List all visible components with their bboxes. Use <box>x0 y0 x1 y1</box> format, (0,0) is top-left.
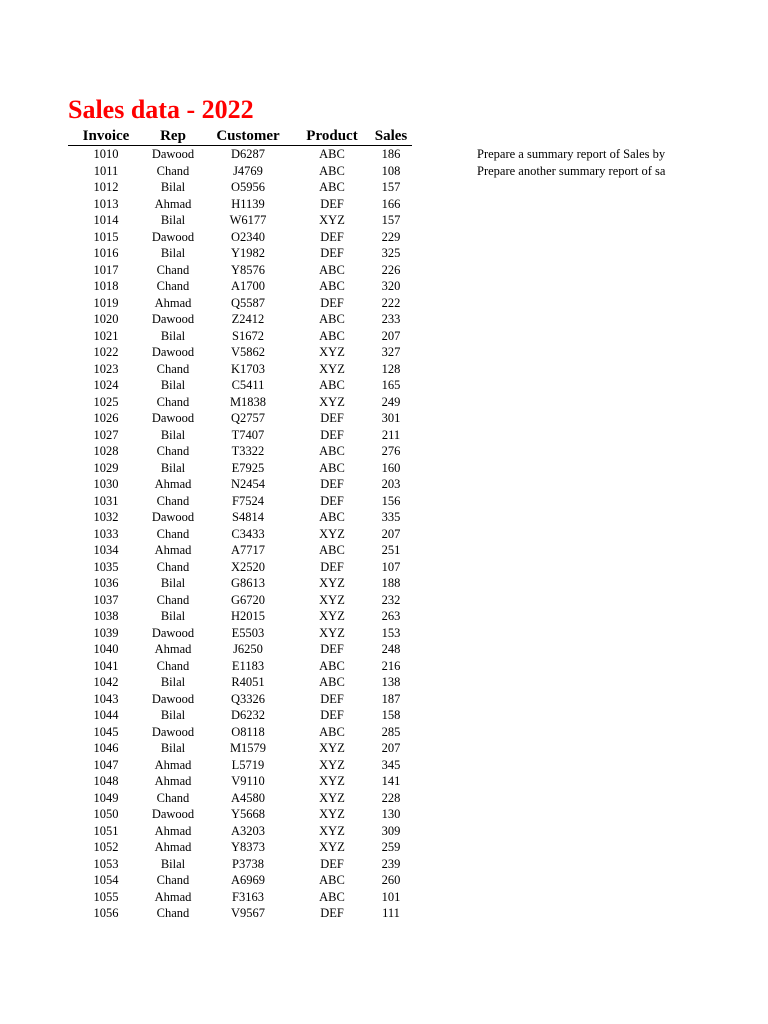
cell-rep[interactable]: Bilal <box>160 856 186 871</box>
cell-customer[interactable]: V5862 <box>230 345 266 359</box>
table-row <box>68 641 412 658</box>
cell-invoice[interactable]: 1032 <box>93 510 119 524</box>
cell-customer[interactable]: S1672 <box>232 328 264 343</box>
table-row <box>68 608 412 625</box>
table-row <box>68 427 412 444</box>
cell-customer[interactable]: E5503 <box>231 625 265 640</box>
cell-rep[interactable]: Chand <box>156 790 190 805</box>
cell-product[interactable]: ABC <box>319 328 345 343</box>
cell-customer[interactable]: J4769 <box>233 163 263 178</box>
cell-customer[interactable]: K1703 <box>230 361 266 376</box>
cell-sales[interactable]: 128 <box>381 361 401 376</box>
cell-invoice[interactable]: 1024 <box>93 378 119 392</box>
cell-rep[interactable]: Chand <box>156 873 190 887</box>
cell-invoice[interactable]: 1019 <box>93 295 119 310</box>
cell-sales[interactable]: 138 <box>381 675 401 689</box>
cell-customer[interactable]: F3163 <box>232 889 264 904</box>
cell-product[interactable]: XYZ <box>319 213 345 227</box>
table-row <box>68 245 412 262</box>
cell-product[interactable]: XYZ <box>319 840 345 854</box>
cell-product[interactable]: ABC <box>319 147 345 161</box>
cell-product[interactable]: DEF <box>320 477 344 491</box>
cell-sales[interactable]: 263 <box>381 609 401 623</box>
table-row <box>68 179 412 196</box>
cell-customer[interactable]: X2520 <box>230 559 266 574</box>
table-row <box>68 872 412 889</box>
cell-product[interactable]: ABC <box>319 378 345 392</box>
cell-product[interactable]: XYZ <box>319 774 345 788</box>
cell-rep[interactable]: Bilal <box>160 328 186 343</box>
cell-rep[interactable]: Ahmad <box>154 477 192 491</box>
cell-sales[interactable]: 188 <box>381 576 401 590</box>
cell-product[interactable]: ABC <box>319 658 345 673</box>
cell-product[interactable]: DEF <box>320 196 344 211</box>
cell-customer[interactable]: S4814 <box>232 510 264 524</box>
cell-rep[interactable]: Chand <box>156 361 190 376</box>
cell-invoice[interactable]: 1050 <box>93 807 119 821</box>
cell-rep[interactable]: Chand <box>156 906 190 920</box>
table-row <box>68 806 412 823</box>
cell-customer[interactable]: W6177 <box>229 213 267 227</box>
cell-customer[interactable]: R4051 <box>231 675 265 689</box>
cell-customer[interactable]: G6720 <box>230 592 266 607</box>
cell-invoice[interactable]: 1049 <box>93 790 119 805</box>
cell-customer[interactable]: F7524 <box>232 493 264 508</box>
cell-sales[interactable]: 130 <box>381 807 401 821</box>
cell-product[interactable]: XYZ <box>319 790 345 805</box>
cell-product[interactable]: ABC <box>319 444 345 458</box>
cell-rep[interactable]: Dawood <box>151 229 195 244</box>
cell-rep[interactable]: Chand <box>156 444 190 458</box>
cell-rep[interactable]: Ahmad <box>154 196 192 211</box>
table-row <box>68 856 412 873</box>
cell-product[interactable]: DEF <box>320 856 344 871</box>
cell-product[interactable]: ABC <box>319 873 345 887</box>
cell-product[interactable]: XYZ <box>319 757 345 772</box>
table-row <box>68 443 412 460</box>
cell-sales[interactable]: 226 <box>381 262 401 277</box>
table-row <box>68 823 412 840</box>
cell-rep[interactable]: Bilal <box>160 378 186 392</box>
cell-invoice[interactable]: 1027 <box>93 427 119 442</box>
cell-customer[interactable]: O2340 <box>230 229 266 244</box>
table-row <box>68 625 412 642</box>
cell-product[interactable]: XYZ <box>319 592 345 607</box>
cell-sales[interactable]: 186 <box>381 147 401 161</box>
cell-sales[interactable]: 309 <box>381 823 401 838</box>
table-row <box>68 889 412 906</box>
cell-invoice[interactable]: 1037 <box>93 592 119 607</box>
cell-customer[interactable]: C3433 <box>231 526 265 541</box>
cell-product[interactable]: XYZ <box>319 361 345 376</box>
cell-rep[interactable]: Chand <box>156 493 190 508</box>
cell-rep[interactable]: Dawood <box>151 807 195 821</box>
table-row <box>68 278 412 295</box>
cell-invoice[interactable]: 1018 <box>93 279 119 293</box>
cell-product[interactable]: ABC <box>319 543 345 557</box>
cell-product[interactable]: ABC <box>319 279 345 293</box>
cell-product[interactable]: DEF <box>320 493 344 508</box>
cell-invoice[interactable]: 1021 <box>93 328 119 343</box>
table-row <box>68 295 412 312</box>
cell-sales[interactable]: 158 <box>381 708 401 722</box>
cell-customer[interactable]: O8118 <box>231 724 265 739</box>
cell-product[interactable]: XYZ <box>319 807 345 821</box>
cell-invoice[interactable]: 1054 <box>93 873 119 887</box>
cell-customer[interactable]: N2454 <box>230 477 266 491</box>
cell-sales[interactable]: 160 <box>381 460 401 475</box>
cell-product[interactable]: ABC <box>319 510 345 524</box>
sheet-title: Sales data - 2022 <box>68 95 254 124</box>
cell-rep[interactable]: Ahmad <box>154 774 192 788</box>
cell-sales[interactable]: 249 <box>381 394 401 409</box>
cell-rep[interactable]: Dawood <box>151 625 195 640</box>
cell-invoice[interactable]: 1045 <box>93 724 119 739</box>
cell-invoice[interactable]: 1020 <box>93 312 119 326</box>
table-row <box>68 361 412 378</box>
cell-customer[interactable]: A1700 <box>230 279 266 293</box>
cell-sales[interactable]: 187 <box>381 691 401 706</box>
cell-rep[interactable]: Bilal <box>160 427 186 442</box>
cell-sales[interactable]: 211 <box>381 427 401 442</box>
cell-customer[interactable]: O5956 <box>230 180 266 194</box>
table-row <box>68 658 412 675</box>
cell-rep[interactable]: Dawood <box>151 510 195 524</box>
cell-customer[interactable]: P3738 <box>232 856 264 871</box>
cell-invoice[interactable]: 1035 <box>93 559 119 574</box>
table-row <box>68 707 412 724</box>
cell-rep[interactable]: Bilal <box>160 708 186 722</box>
cell-customer[interactable]: H2015 <box>230 609 266 623</box>
cell-sales[interactable]: 285 <box>381 724 401 739</box>
cell-invoice[interactable]: 1015 <box>93 229 119 244</box>
cell-invoice[interactable]: 1038 <box>93 609 119 623</box>
cell-rep[interactable]: Dawood <box>151 312 195 326</box>
cell-customer[interactable]: C5411 <box>231 378 265 392</box>
table-body <box>68 146 412 922</box>
cell-product[interactable]: DEF <box>320 642 344 656</box>
cell-customer[interactable]: T7407 <box>231 427 265 442</box>
header-rep[interactable]: Rep <box>160 128 186 144</box>
cell-product[interactable]: ABC <box>319 675 345 689</box>
cell-sales[interactable]: 229 <box>381 229 401 244</box>
cell-invoice[interactable]: 1011 <box>93 163 119 178</box>
cell-invoice[interactable]: 1046 <box>93 741 119 755</box>
cell-rep[interactable]: Chand <box>156 163 190 178</box>
cell-rep[interactable]: Chand <box>156 394 190 409</box>
cell-sales[interactable]: 207 <box>381 526 401 541</box>
cell-sales[interactable]: 325 <box>381 246 401 260</box>
cell-product[interactable]: XYZ <box>319 741 345 755</box>
cell-customer[interactable]: A7717 <box>230 543 266 557</box>
table-row <box>68 592 412 609</box>
cell-invoice[interactable]: 1042 <box>93 675 119 689</box>
cell-invoice[interactable]: 1033 <box>93 526 119 541</box>
cell-invoice[interactable]: 1030 <box>93 477 119 491</box>
cell-customer[interactable]: Z2412 <box>231 312 265 326</box>
table-row <box>68 724 412 741</box>
cell-product[interactable]: ABC <box>319 163 345 178</box>
cell-invoice[interactable]: 1012 <box>93 180 119 194</box>
cell-customer[interactable]: V9567 <box>230 906 266 920</box>
cell-product[interactable]: DEF <box>320 691 344 706</box>
cell-invoice[interactable]: 1022 <box>93 345 119 359</box>
table-row <box>68 410 412 427</box>
cell-rep[interactable]: Chand <box>156 592 190 607</box>
cell-customer[interactable]: M1838 <box>229 394 267 409</box>
cell-customer[interactable]: V9110 <box>231 774 265 788</box>
cell-rep[interactable]: Chand <box>156 526 190 541</box>
cell-invoice[interactable]: 1026 <box>93 411 119 425</box>
cell-sales[interactable]: 166 <box>381 196 401 211</box>
cell-invoice[interactable]: 1047 <box>93 757 119 772</box>
table-row <box>68 460 412 477</box>
cell-product[interactable]: XYZ <box>319 345 345 359</box>
table-row <box>68 905 412 922</box>
table-row <box>68 146 412 163</box>
cell-product[interactable]: DEF <box>320 295 344 310</box>
cell-product[interactable]: DEF <box>320 246 344 260</box>
cell-sales[interactable]: 248 <box>381 642 401 656</box>
table-row <box>68 691 412 708</box>
cell-sales[interactable]: 251 <box>381 543 401 557</box>
cell-product[interactable]: XYZ <box>319 394 345 409</box>
cell-invoice[interactable]: 1043 <box>93 691 119 706</box>
cell-sales[interactable]: 107 <box>381 559 401 574</box>
cell-customer[interactable]: Q5587 <box>230 295 266 310</box>
cell-customer[interactable]: Y1982 <box>230 246 266 260</box>
table-row <box>68 328 412 345</box>
table-row <box>68 575 412 592</box>
cell-rep[interactable]: Bilal <box>160 460 186 475</box>
cell-customer[interactable]: M1579 <box>229 741 267 755</box>
cell-sales[interactable]: 335 <box>381 510 401 524</box>
cell-rep[interactable]: Ahmad <box>154 823 192 838</box>
cell-rep[interactable]: Bilal <box>160 180 186 194</box>
cell-sales[interactable]: 259 <box>381 840 401 854</box>
table-row <box>68 377 412 394</box>
cell-sales[interactable]: 239 <box>381 856 401 871</box>
cell-customer[interactable]: D6287 <box>230 147 266 161</box>
cell-invoice[interactable]: 1048 <box>93 774 119 788</box>
cell-invoice[interactable]: 1034 <box>93 543 119 557</box>
cell-sales[interactable]: 157 <box>381 213 401 227</box>
cell-rep[interactable]: Ahmad <box>154 757 192 772</box>
cell-product[interactable]: DEF <box>320 427 344 442</box>
cell-invoice[interactable]: 1052 <box>93 840 119 854</box>
cell-sales[interactable]: 108 <box>381 163 401 178</box>
table-row <box>68 509 412 526</box>
cell-product[interactable]: ABC <box>319 724 345 739</box>
cell-rep[interactable]: Bilal <box>160 741 186 755</box>
table-row <box>68 773 412 790</box>
table-row <box>68 262 412 279</box>
cell-product[interactable]: ABC <box>319 460 345 475</box>
table-row <box>68 526 412 543</box>
cell-customer[interactable]: A3203 <box>230 823 266 838</box>
cell-rep[interactable]: Ahmad <box>154 642 192 656</box>
cell-customer[interactable]: D6232 <box>230 708 266 722</box>
header-customer[interactable]: Customer <box>216 128 280 144</box>
cell-product[interactable]: XYZ <box>319 625 345 640</box>
cell-invoice[interactable]: 1056 <box>93 906 119 920</box>
cell-product[interactable]: ABC <box>319 262 345 277</box>
cell-rep[interactable]: Dawood <box>151 345 195 359</box>
table-row <box>68 839 412 856</box>
header-product[interactable]: Product <box>306 128 358 144</box>
cell-invoice[interactable]: 1017 <box>93 262 119 277</box>
cell-rep[interactable]: Bilal <box>160 246 186 260</box>
cell-customer[interactable]: A6969 <box>230 873 266 887</box>
cell-customer[interactable]: Y8373 <box>230 840 266 854</box>
cell-product[interactable]: DEF <box>320 906 344 920</box>
cell-customer[interactable]: Q3326 <box>230 691 266 706</box>
cell-sales[interactable]: 156 <box>381 493 401 508</box>
cell-rep[interactable]: Chand <box>156 262 190 277</box>
cell-rep[interactable]: Ahmad <box>154 543 192 557</box>
table-row <box>68 344 412 361</box>
cell-product[interactable]: DEF <box>320 708 344 722</box>
cell-sales[interactable]: 233 <box>381 312 401 326</box>
cell-sales[interactable]: 228 <box>381 790 401 805</box>
table-row <box>68 394 412 411</box>
cell-sales[interactable]: 301 <box>381 411 401 425</box>
cell-invoice[interactable]: 1041 <box>93 658 119 673</box>
cell-product[interactable]: XYZ <box>319 526 345 541</box>
cell-customer[interactable]: E1183 <box>231 658 265 673</box>
header-sales[interactable]: Sales <box>374 128 408 144</box>
table-row <box>68 559 412 576</box>
cell-customer[interactable]: L5719 <box>231 757 265 772</box>
cell-invoice[interactable]: 1053 <box>93 856 119 871</box>
table-row <box>68 542 412 559</box>
cell-sales[interactable]: 276 <box>381 444 401 458</box>
cell-sales[interactable]: 203 <box>381 477 401 491</box>
cell-rep[interactable]: Bilal <box>160 213 186 227</box>
cell-product[interactable]: ABC <box>319 889 345 904</box>
cell-rep[interactable]: Dawood <box>151 724 195 739</box>
cell-sales[interactable]: 260 <box>381 873 401 887</box>
cell-rep[interactable]: Ahmad <box>154 295 192 310</box>
cell-sales[interactable]: 141 <box>381 774 401 788</box>
table-row <box>68 196 412 213</box>
cell-rep[interactable]: Ahmad <box>154 840 192 854</box>
cell-sales[interactable]: 232 <box>381 592 401 607</box>
cell-rep[interactable]: Dawood <box>151 147 195 161</box>
cell-invoice[interactable]: 1029 <box>93 460 119 475</box>
cell-invoice[interactable]: 1025 <box>93 394 119 409</box>
cell-rep[interactable]: Dawood <box>151 411 195 425</box>
cell-customer[interactable]: E7925 <box>231 460 265 475</box>
cell-invoice[interactable]: 1016 <box>93 246 119 260</box>
cell-rep[interactable]: Dawood <box>151 691 195 706</box>
cell-sales[interactable]: 111 <box>382 906 400 920</box>
cell-customer[interactable]: T3322 <box>231 444 265 458</box>
cell-invoice[interactable]: 1013 <box>93 196 119 211</box>
cell-product[interactable]: DEF <box>320 559 344 574</box>
table-row <box>68 476 412 493</box>
cell-sales[interactable]: 207 <box>381 741 401 755</box>
cell-sales[interactable]: 345 <box>381 757 401 772</box>
cell-sales[interactable]: 222 <box>381 295 401 310</box>
cell-sales[interactable]: 165 <box>381 378 401 392</box>
note-another-summary[interactable]: Prepare another summary report of sa <box>477 163 666 178</box>
sales-table <box>68 128 412 922</box>
cell-product[interactable]: DEF <box>320 411 344 425</box>
note-summary-by[interactable]: Prepare a summary report of Sales by <box>477 147 666 161</box>
table-row <box>68 674 412 691</box>
cell-customer[interactable]: Q2757 <box>230 411 266 425</box>
cell-product[interactable]: XYZ <box>319 609 345 623</box>
cell-invoice[interactable]: 1031 <box>93 493 119 508</box>
cell-sales[interactable]: 327 <box>381 345 401 359</box>
table-row <box>68 493 412 510</box>
cell-rep[interactable]: Chand <box>156 658 190 673</box>
cell-invoice[interactable]: 1051 <box>93 823 119 838</box>
header-invoice[interactable]: Invoice <box>82 128 130 144</box>
cell-customer[interactable]: G8613 <box>230 576 266 590</box>
cell-product[interactable]: ABC <box>319 180 345 194</box>
cell-rep[interactable]: Bilal <box>160 675 186 689</box>
cell-invoice[interactable]: 1044 <box>93 708 119 722</box>
cell-sales[interactable]: 207 <box>381 328 401 343</box>
cell-product[interactable]: XYZ <box>319 576 345 590</box>
cell-rep[interactable]: Bilal <box>160 609 186 623</box>
cell-product[interactable]: XYZ <box>319 823 345 838</box>
cell-customer[interactable]: A4580 <box>230 790 266 805</box>
cell-customer[interactable]: J6250 <box>233 642 263 656</box>
table-header <box>68 128 412 146</box>
cell-invoice[interactable]: 1028 <box>93 444 119 458</box>
table-row <box>68 212 412 229</box>
cell-sales[interactable]: 320 <box>381 279 401 293</box>
cell-invoice[interactable]: 1040 <box>93 642 119 656</box>
cell-rep[interactable]: Ahmad <box>154 889 192 904</box>
table-row <box>68 163 412 180</box>
cell-sales[interactable]: 157 <box>381 180 401 194</box>
cell-invoice[interactable]: 1014 <box>93 213 119 227</box>
cell-customer[interactable]: Y5668 <box>230 807 266 821</box>
cell-invoice[interactable]: 1055 <box>93 889 119 904</box>
cell-rep[interactable]: Chand <box>156 279 190 293</box>
cell-sales[interactable]: 101 <box>381 889 401 904</box>
cell-invoice[interactable]: 1036 <box>93 576 119 590</box>
cell-sales[interactable]: 153 <box>381 625 401 640</box>
cell-rep[interactable]: Bilal <box>160 576 186 590</box>
table-row <box>68 229 412 246</box>
cell-customer[interactable]: H1139 <box>231 196 265 211</box>
cell-rep[interactable]: Chand <box>156 559 190 574</box>
cell-invoice[interactable]: 1010 <box>93 147 119 161</box>
table-row <box>68 311 412 328</box>
table-row <box>68 790 412 807</box>
cell-invoice[interactable]: 1039 <box>93 625 119 640</box>
cell-product[interactable]: DEF <box>320 229 344 244</box>
task-notes <box>477 146 668 179</box>
cell-invoice[interactable]: 1023 <box>93 361 119 376</box>
cell-sales[interactable]: 216 <box>381 658 401 673</box>
table-row <box>68 740 412 757</box>
cell-customer[interactable]: Y8576 <box>230 262 266 277</box>
table-row <box>68 757 412 774</box>
cell-product[interactable]: ABC <box>319 312 345 326</box>
